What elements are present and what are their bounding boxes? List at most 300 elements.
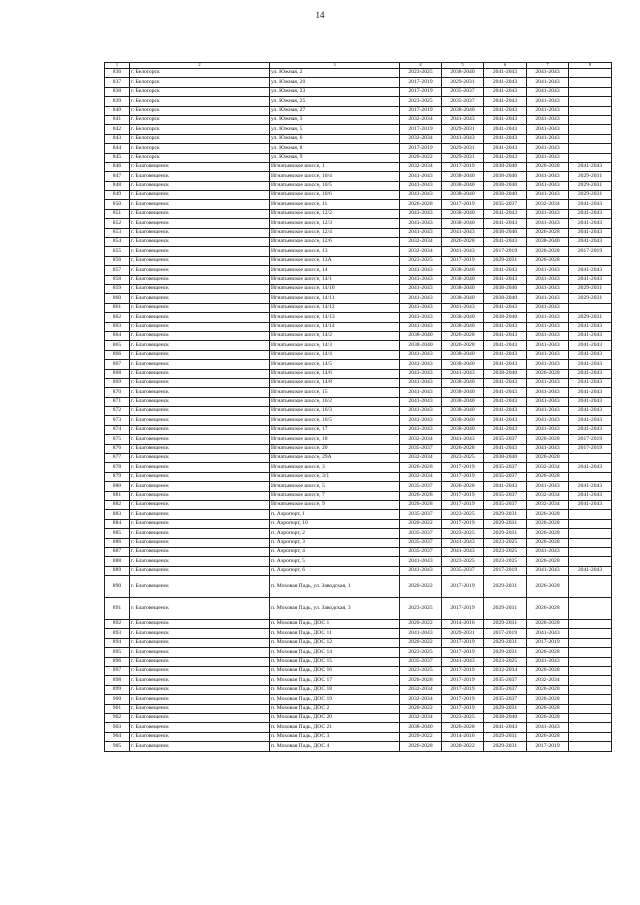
city-cell: г. Благовещенск <box>130 275 270 284</box>
period-cell <box>569 538 612 547</box>
period-cell: 2041-2043 <box>400 284 442 293</box>
period-cell: 2041-2043 <box>400 425 442 434</box>
period-cell: 2041-2043 <box>484 331 527 340</box>
row-number-cell: 895 <box>105 648 130 657</box>
period-cell: 2017-2019 <box>569 435 612 444</box>
period-cell: 2035-2037 <box>484 685 527 694</box>
address-cell: п. Моховая Падь, ДОС 3 <box>270 732 400 741</box>
table-row <box>105 500 612 509</box>
table-row <box>105 566 612 575</box>
address-cell: Игнатьевское шоссе, 16/5 <box>270 416 400 425</box>
period-cell: 2020-2022 <box>400 519 442 528</box>
period-cell: 2041-2043 <box>569 491 612 500</box>
period-cell: 2029-2031 <box>442 125 484 134</box>
city-cell: г. Благовещенск <box>130 463 270 472</box>
period-cell: 2041-2043 <box>569 388 612 397</box>
row-number-cell: 861 <box>105 303 130 312</box>
address-cell: ул. Южная, 20 <box>270 78 400 87</box>
city-cell: г. Благовещенск <box>130 472 270 481</box>
period-cell: 2038-2040 <box>484 162 527 171</box>
city-cell: г. Благовещенск <box>130 425 270 434</box>
period-cell: 2041-2043 <box>527 275 569 284</box>
period-cell: 2029-2031 <box>484 519 527 528</box>
period-cell: 2038-2040 <box>442 397 484 406</box>
address-cell: Игнатьевское шоссе, 14/10 <box>270 284 400 293</box>
period-cell: 2038-2040 <box>400 341 442 350</box>
period-cell: 2041-2043 <box>527 284 569 293</box>
period-cell <box>569 519 612 528</box>
period-cell: 2026-2028 <box>442 341 484 350</box>
period-cell: 2032-2034 <box>400 714 442 723</box>
city-cell: г. Благовещенск <box>130 638 270 647</box>
city-cell: г. Благовещенск <box>130 191 270 200</box>
period-cell: 2041-2043 <box>527 97 569 106</box>
city-cell: г. Благовещенск <box>130 648 270 657</box>
period-cell: 2041-2043 <box>527 378 569 387</box>
period-cell: 2041-2043 <box>484 144 527 153</box>
period-cell: 2038-2040 <box>442 388 484 397</box>
period-cell: 2035-2037 <box>484 200 527 209</box>
row-number-cell: 894 <box>105 638 130 647</box>
address-cell: п. Моховая Падь, ДОС 15 <box>270 657 400 666</box>
column-header: 2 <box>130 63 270 69</box>
period-cell: 2041-2043 <box>484 407 527 416</box>
period-cell: 2041-2043 <box>400 313 442 322</box>
period-cell: 2041-2043 <box>527 360 569 369</box>
table-row <box>105 172 612 181</box>
period-cell: 2017-2019 <box>400 87 442 96</box>
city-cell: г. Благовещенск <box>130 209 270 218</box>
address-cell: Игнатьевское шоссе, 14/5 <box>270 360 400 369</box>
row-number-cell: 902 <box>105 714 130 723</box>
period-cell: 2038-2040 <box>442 172 484 181</box>
period-cell: 2026-2028 <box>527 704 569 713</box>
row-number-cell: 848 <box>105 181 130 190</box>
period-cell: 2029-2031 <box>569 313 612 322</box>
period-cell: 2038-2040 <box>442 181 484 190</box>
address-cell: п. Моховая Падь, ул. Заводская, 3 <box>270 598 400 620</box>
row-number-cell: 868 <box>105 369 130 378</box>
address-cell: п. Моховая Падь, ДОС 16 <box>270 667 400 676</box>
period-cell <box>569 78 612 87</box>
period-cell: 2038-2040 <box>484 284 527 293</box>
address-cell: Игнатьевское шоссе, 17 <box>270 425 400 434</box>
period-cell: 2014-2016 <box>442 620 484 629</box>
address-cell: Игнатьевское шоссе, 12/4 <box>270 228 400 237</box>
period-cell <box>569 620 612 629</box>
city-cell: г. Благовещенск <box>130 723 270 732</box>
period-cell: 2029-2031 <box>484 704 527 713</box>
address-cell: Игнатьевское шоссе, 14/14 <box>270 322 400 331</box>
period-cell: 2041-2043 <box>484 115 527 124</box>
period-cell: 2041-2043 <box>527 106 569 115</box>
table-row <box>105 620 612 629</box>
period-cell: 2026-2028 <box>527 648 569 657</box>
period-cell <box>569 97 612 106</box>
table-row <box>105 87 612 96</box>
period-cell: 2023-2025 <box>442 510 484 519</box>
period-cell: 2041-2043 <box>484 444 527 453</box>
period-cell: 2032-2034 <box>527 463 569 472</box>
period-cell: 2041-2043 <box>569 200 612 209</box>
address-cell: п. Моховая Падь, ДОС 2 <box>270 704 400 713</box>
column-header: 6 <box>484 63 527 69</box>
period-cell: 2029-2031 <box>484 732 527 741</box>
address-cell: Игнатьевское шоссе, 16/3 <box>270 407 400 416</box>
period-cell: 2032-2034 <box>400 685 442 694</box>
period-cell: 2041-2043 <box>527 444 569 453</box>
address-cell: Игнатьевское шоссе, 12/2 <box>270 209 400 218</box>
row-number-cell: 887 <box>105 547 130 556</box>
city-cell: г. Белогорск <box>130 78 270 87</box>
period-cell: 2026-2028 <box>400 463 442 472</box>
period-cell: 2041-2043 <box>484 87 527 96</box>
row-number-cell: 864 <box>105 331 130 340</box>
table-row <box>105 228 612 237</box>
period-cell: 2023-2025 <box>400 97 442 106</box>
column-header: 4 <box>400 63 442 69</box>
period-cell: 2026-2028 <box>400 742 442 751</box>
row-number-cell: 839 <box>105 97 130 106</box>
table-row <box>105 266 612 275</box>
period-cell: 2041-2043 <box>569 369 612 378</box>
period-cell: 2023-2025 <box>400 667 442 676</box>
table-row <box>105 247 612 256</box>
address-cell: Игнатьевское шоссе, 16/2 <box>270 397 400 406</box>
row-number-cell: 900 <box>105 695 130 704</box>
address-cell: Игнатьевское шоссе, 29А <box>270 454 400 463</box>
city-cell: г. Благовещенск <box>130 510 270 519</box>
period-cell: 2041-2043 <box>569 500 612 509</box>
period-cell: 2041-2043 <box>400 407 442 416</box>
period-cell: 2041-2043 <box>569 425 612 434</box>
period-cell: 2041-2043 <box>442 657 484 666</box>
period-cell: 2041-2043 <box>484 350 527 359</box>
period-cell: 2041-2043 <box>527 547 569 556</box>
table-row <box>105 284 612 293</box>
period-cell: 2041-2043 <box>527 388 569 397</box>
period-cell: 2041-2043 <box>527 397 569 406</box>
table-row <box>105 444 612 453</box>
period-cell: 2026-2028 <box>527 538 569 547</box>
table-row <box>105 742 612 751</box>
period-cell: 2041-2043 <box>527 629 569 638</box>
period-cell <box>569 667 612 676</box>
period-cell <box>569 87 612 96</box>
table-row <box>105 219 612 228</box>
city-cell: г. Благовещенск <box>130 435 270 444</box>
period-cell: 2041-2043 <box>569 416 612 425</box>
period-cell <box>569 629 612 638</box>
address-cell: Игнатьевское шоссе, 14 <box>270 266 400 275</box>
table-row <box>105 275 612 284</box>
period-cell: 2041-2043 <box>484 322 527 331</box>
period-cell <box>569 676 612 685</box>
period-cell: 2038-2040 <box>442 416 484 425</box>
row-number-cell: 886 <box>105 538 130 547</box>
period-cell: 2038-2040 <box>442 275 484 284</box>
period-cell: 2038-2040 <box>400 331 442 340</box>
row-number-cell: 857 <box>105 266 130 275</box>
city-cell: г. Благовещенск <box>130 360 270 369</box>
table-row <box>105 134 612 143</box>
table-row <box>105 331 612 340</box>
period-cell: 2041-2043 <box>400 566 442 575</box>
city-cell: г. Благовещенск <box>130 547 270 556</box>
row-number-cell: 903 <box>105 723 130 732</box>
period-cell: 2032-2034 <box>400 238 442 247</box>
period-cell: 2026-2028 <box>527 472 569 481</box>
city-cell: г. Благовещенск <box>130 519 270 528</box>
period-cell <box>569 454 612 463</box>
page-number: 14 <box>315 10 325 20</box>
period-cell: 2029-2031 <box>484 598 527 620</box>
period-cell: 2020-2022 <box>400 576 442 598</box>
period-cell: 2035-2037 <box>400 482 442 491</box>
period-cell <box>569 576 612 598</box>
period-cell: 2026-2028 <box>527 369 569 378</box>
address-cell: п. Моховая Падь, ул. Заводская, 1 <box>270 576 400 598</box>
city-cell: г. Благовещенск <box>130 172 270 181</box>
period-cell: 2041-2043 <box>484 360 527 369</box>
row-number-cell: 836 <box>105 69 130 78</box>
city-cell: г. Белогорск <box>130 87 270 96</box>
address-cell: п. Аэропорт, 2 <box>270 529 400 538</box>
period-cell: 2041-2043 <box>569 482 612 491</box>
period-cell: 2041-2043 <box>442 435 484 444</box>
period-cell: 2026-2028 <box>527 732 569 741</box>
table-row <box>105 144 612 153</box>
city-cell: г. Благовещенск <box>130 538 270 547</box>
period-cell: 2038-2040 <box>484 191 527 200</box>
period-cell: 2023-2025 <box>400 69 442 78</box>
city-cell: г. Белогорск <box>130 97 270 106</box>
period-cell: 2038-2040 <box>484 454 527 463</box>
row-number-cell: 877 <box>105 454 130 463</box>
period-cell: 2041-2043 <box>400 557 442 566</box>
address-cell: п. Моховая Падь, ДОС 18 <box>270 685 400 694</box>
address-cell: п. Моховая Падь, ДОС 1 <box>270 620 400 629</box>
address-cell: ул. Южная, 8 <box>270 144 400 153</box>
period-cell: 2017-2019 <box>442 162 484 171</box>
period-cell: 2029-2031 <box>442 144 484 153</box>
period-cell: 2041-2043 <box>527 313 569 322</box>
period-cell: 2032-2034 <box>400 454 442 463</box>
period-cell: 2026-2028 <box>400 200 442 209</box>
address-cell: Игнатьевское шоссе, 20 <box>270 444 400 453</box>
city-cell: г. Белогорск <box>130 134 270 143</box>
address-cell: ул. Южная, 2 <box>270 69 400 78</box>
row-number-cell: 865 <box>105 341 130 350</box>
period-cell: 2035-2037 <box>442 97 484 106</box>
row-number-cell: 851 <box>105 209 130 218</box>
address-cell: Игнатьевское шоссе, 7 <box>270 491 400 500</box>
period-cell: 2017-2019 <box>442 472 484 481</box>
table-row <box>105 341 612 350</box>
period-cell: 2038-2040 <box>442 106 484 115</box>
table-row <box>105 69 612 78</box>
period-cell: 2035-2037 <box>484 463 527 472</box>
period-cell: 2041-2043 <box>400 266 442 275</box>
row-number-cell: 870 <box>105 388 130 397</box>
address-cell: Игнатьевское шоссе, 13 <box>270 247 400 256</box>
period-cell: 2029-2031 <box>442 153 484 162</box>
city-cell: г. Белогорск <box>130 69 270 78</box>
period-cell: 2035-2037 <box>442 87 484 96</box>
period-cell: 2035-2037 <box>400 657 442 666</box>
period-cell <box>569 106 612 115</box>
period-cell: 2017-2019 <box>484 629 527 638</box>
city-cell: г. Благовещенск <box>130 331 270 340</box>
period-cell: 2041-2043 <box>569 397 612 406</box>
row-number-cell: 845 <box>105 153 130 162</box>
period-cell: 2026-2028 <box>527 529 569 538</box>
period-cell: 2038-2040 <box>400 723 442 732</box>
period-cell: 2041-2043 <box>400 209 442 218</box>
period-cell <box>569 695 612 704</box>
period-cell: 2032-2034 <box>484 667 527 676</box>
period-cell <box>569 472 612 481</box>
city-cell: г. Благовещенск <box>130 322 270 331</box>
address-cell: Игнатьевское шоссе, 14/12 <box>270 303 400 312</box>
period-cell: 2023-2025 <box>442 557 484 566</box>
address-cell: Игнатьевское шоссе, 5 <box>270 482 400 491</box>
period-cell: 2041-2043 <box>527 266 569 275</box>
period-cell <box>569 704 612 713</box>
city-cell: г. Благовещенск <box>130 369 270 378</box>
period-cell: 2041-2043 <box>400 294 442 303</box>
table-row <box>105 181 612 190</box>
address-cell: ул. Южная, 3 <box>270 115 400 124</box>
city-cell: г. Благовещенск <box>130 482 270 491</box>
address-cell: Игнатьевское шоссе, 13А <box>270 256 400 265</box>
row-number-cell: 844 <box>105 144 130 153</box>
period-cell: 2032-2034 <box>400 472 442 481</box>
period-cell: 2041-2043 <box>484 416 527 425</box>
city-cell: г. Благовещенск <box>130 576 270 598</box>
period-cell: 2041-2043 <box>484 97 527 106</box>
period-cell: 2017-2019 <box>442 704 484 713</box>
period-cell: 2041-2043 <box>400 629 442 638</box>
period-cell <box>569 303 612 312</box>
period-cell: 2017-2019 <box>442 676 484 685</box>
address-cell: п. Аэропорт, 6 <box>270 566 400 575</box>
period-cell: 2029-2031 <box>484 638 527 647</box>
table-row <box>105 491 612 500</box>
period-cell <box>569 153 612 162</box>
period-cell: 2017-2019 <box>400 106 442 115</box>
city-cell: г. Благовещенск <box>130 657 270 666</box>
period-cell: 2041-2043 <box>527 181 569 190</box>
period-cell: 2017-2019 <box>569 247 612 256</box>
period-cell: 2038-2040 <box>442 322 484 331</box>
period-cell: 2041-2043 <box>527 87 569 96</box>
row-number-cell: 855 <box>105 247 130 256</box>
table-row <box>105 519 612 528</box>
table-row <box>105 153 612 162</box>
city-cell: г. Благовещенск <box>130 238 270 247</box>
table-row <box>105 416 612 425</box>
address-cell: п. Аэропорт, 5 <box>270 557 400 566</box>
period-cell: 2041-2043 <box>527 416 569 425</box>
period-cell: 2041-2043 <box>400 369 442 378</box>
address-cell: Игнатьевское шоссе, 14/8 <box>270 378 400 387</box>
period-cell <box>569 723 612 732</box>
period-cell: 2041-2043 <box>484 125 527 134</box>
period-cell: 2017-2019 <box>442 598 484 620</box>
city-cell: г. Благовещенск <box>130 714 270 723</box>
row-number-cell: 875 <box>105 435 130 444</box>
period-cell: 2017-2019 <box>569 444 612 453</box>
period-cell: 2041-2043 <box>527 191 569 200</box>
period-cell: 2041-2043 <box>484 209 527 218</box>
period-cell: 2041-2043 <box>484 69 527 78</box>
city-cell: г. Благовещенск <box>130 294 270 303</box>
table-row <box>105 667 612 676</box>
period-cell: 2035-2037 <box>484 500 527 509</box>
period-cell: 2026-2028 <box>527 519 569 528</box>
row-number-cell: 867 <box>105 360 130 369</box>
city-cell: г. Благовещенск <box>130 598 270 620</box>
city-cell: г. Благовещенск <box>130 685 270 694</box>
address-cell: п. Моховая Падь, ДОС 20 <box>270 714 400 723</box>
period-cell: 2041-2043 <box>484 266 527 275</box>
period-cell: 2032-2034 <box>527 500 569 509</box>
address-cell: п. Моховая Падь, ДОС 21 <box>270 723 400 732</box>
row-number-cell: 888 <box>105 557 130 566</box>
address-cell: ул. Южная, 6 <box>270 134 400 143</box>
period-cell: 2017-2019 <box>442 491 484 500</box>
address-cell: Игнатьевское шоссе, 14/13 <box>270 313 400 322</box>
row-number-cell: 882 <box>105 500 130 509</box>
period-cell: 2035-2037 <box>484 491 527 500</box>
period-cell: 2038-2040 <box>442 209 484 218</box>
period-cell: 2026-2028 <box>527 667 569 676</box>
city-cell: г. Благовещенск <box>130 284 270 293</box>
period-cell: 2029-2031 <box>484 256 527 265</box>
row-number-cell: 842 <box>105 125 130 134</box>
period-cell: 2041-2043 <box>484 388 527 397</box>
city-cell: г. Благовещенск <box>130 667 270 676</box>
address-cell: Игнатьевское шоссе, 14/1 <box>270 275 400 284</box>
row-number-cell: 850 <box>105 200 130 209</box>
city-cell: г. Благовещенск <box>130 350 270 359</box>
address-cell: Игнатьевское шоссе, 14/2 <box>270 331 400 340</box>
period-cell: 2026-2028 <box>527 454 569 463</box>
table-row <box>105 435 612 444</box>
period-cell: 2023-2025 <box>400 598 442 620</box>
period-cell: 2041-2043 <box>442 538 484 547</box>
table-row <box>105 714 612 723</box>
address-cell: Игнатьевское шоссе, 14/3 <box>270 341 400 350</box>
period-cell: 2038-2040 <box>484 714 527 723</box>
period-cell: 2041-2043 <box>400 388 442 397</box>
period-cell: 2026-2028 <box>527 162 569 171</box>
row-number-cell: 852 <box>105 219 130 228</box>
period-cell: 2041-2043 <box>527 69 569 78</box>
period-cell: 2035-2037 <box>400 510 442 519</box>
period-cell: 2035-2037 <box>400 538 442 547</box>
table-row <box>105 322 612 331</box>
address-cell: п. Моховая Падь, ДОС 17 <box>270 676 400 685</box>
table-row <box>105 732 612 741</box>
period-cell: 2026-2028 <box>400 500 442 509</box>
address-cell: Игнатьевское шоссе, 1 <box>270 162 400 171</box>
period-cell: 2035-2037 <box>484 472 527 481</box>
table-row <box>105 162 612 171</box>
row-number-cell: 879 <box>105 472 130 481</box>
table-row <box>105 78 612 87</box>
